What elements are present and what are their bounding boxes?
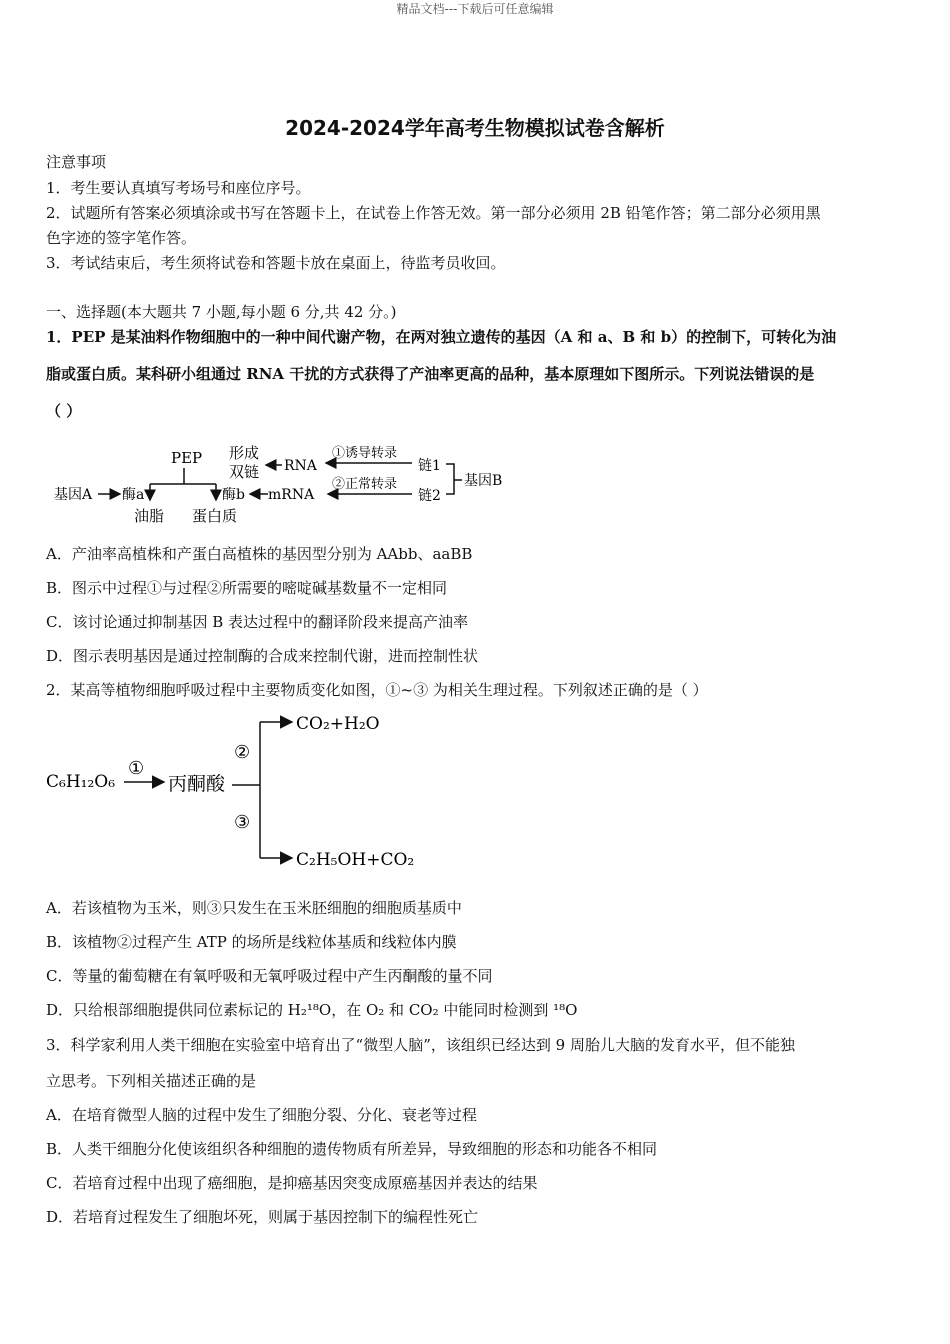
q3-option-b: B．人类干细胞分化使该组织各种细胞的遗传物质有所差异，导致细胞的形态和功能各不相同 (46, 1140, 658, 1158)
q2-option-a: A．若该植物为玉米，则③只发生在玉米胚细胞的细胞质基质中 (46, 899, 462, 917)
gene-a-label: 基因A (54, 487, 93, 503)
form-label: 形成 (229, 444, 260, 462)
oil-label: 油脂 (134, 507, 165, 525)
q1-pathway-diagram (46, 440, 536, 532)
q1-stem: 1．PEP 是某油料作物细胞中的一种中间代谢产物，在两对独立遗传的基因（A 和 a、B 和 b）的控制下，可转化为油 (46, 328, 837, 346)
q3-option-d: D．若培育过程发生了细胞坏死，则属于基因控制下的编程性死亡 (46, 1208, 479, 1226)
q3-option-c: C．若培育过程中出现了癌细胞，是抑癌基因突变成原癌基因并表达的结果 (46, 1174, 538, 1192)
aerobic-product-label: CO₂+H₂O (296, 714, 380, 734)
q1-option-d: D．图示表明基因是通过控制酶的合成来控制代谢，进而控制性状 (46, 647, 479, 665)
pyruvate-label: 丙酮酸 (168, 773, 226, 795)
q3-stem: 3．科学家利用人类干细胞在实验室中培育出了“微型人脑”，该组织已经达到 9 周胎儿大脑的发育水平，但不能独 (46, 1036, 795, 1054)
process-1-label: ①诱导转录 (332, 446, 398, 461)
enzyme-b-label: 酶b (222, 487, 245, 503)
q2-respiration-diagram (46, 708, 426, 874)
q1-stem: 脂或蛋白质。某科研小组通过 RNA 干扰的方式获得了产油率更高的品种，基本原理如下图所示。下列说法错误的是 (46, 365, 815, 383)
step-1-label: ① (128, 758, 145, 779)
notice-item: 1．考生要认真填写考场号和座位序号。 (46, 179, 311, 197)
enzyme-a-label: 酶a (122, 487, 145, 503)
q2-stem: 2．某高等植物细胞呼吸过程中主要物质变化如图，①~③ 为相关生理过程。下列叙述正确的是（ ） (46, 681, 708, 699)
step-3-label: ③ (234, 812, 251, 833)
pep-label: PEP (171, 449, 203, 467)
step-2-label: ② (234, 742, 251, 763)
mrna-label: mRNA (268, 487, 315, 503)
protein-label: 蛋白质 (192, 507, 238, 525)
q2-option-b: B．该植物②过程产生 ATP 的场所是线粒体基质和线粒体内膜 (46, 933, 457, 951)
double-label: 双链 (229, 463, 260, 481)
q3-option-a: A．在培育微型人脑的过程中发生了细胞分裂、分化、衰老等过程 (46, 1106, 477, 1124)
notice-item: 色字迹的签字笔作答。 (46, 229, 197, 247)
notice-heading: 注意事项 (46, 153, 107, 171)
section-heading: 一、选择题(本大题共 7 小题,每小题 6 分,共 42 分。) (46, 303, 397, 321)
chain-2-label: 链2 (418, 488, 441, 504)
page-title: 2024-2024学年高考生物模拟试卷含解析 (285, 116, 665, 140)
rna-label: RNA (284, 458, 317, 474)
notice-item: 2．试题所有答案必须填涂或书写在答题卡上，在试卷上作答无效。第一部分必须用 2B 铅笔作答；第二部分必须用黑 (46, 204, 821, 222)
page-header: 精品文档---下载后可任意编辑 (396, 2, 554, 16)
gene-b-label: 基因B (464, 473, 503, 489)
q2-option-c: C．等量的葡萄糖在有氧呼吸和无氧呼吸过程中产生丙酮酸的量不同 (46, 967, 493, 985)
q1-option-a: A．产油率高植株和产蛋白高植株的基因型分别为 AAbb、aaBB (46, 545, 473, 563)
q1-stem: （ ） (46, 402, 82, 420)
process-2-label: ②正常转录 (332, 477, 398, 492)
chain-1-label: 链1 (418, 458, 441, 474)
glucose-label: C₆H₁₂O₆ (46, 772, 116, 792)
anaerobic-product-label: C₂H₅OH+CO₂ (296, 850, 415, 870)
q2-option-d: D．只给根部细胞提供同位素标记的 H₂¹⁸O，在 O₂ 和 CO₂ 中能同时检测到 ¹⁸O (46, 1001, 578, 1019)
q1-option-b: B．图示中过程①与过程②所需要的嘧啶碱基数量不一定相同 (46, 579, 448, 597)
notice-item: 3．考试结束后，考生须将试卷和答题卡放在桌面上，待监考员收回。 (46, 254, 506, 272)
q1-option-c: C．该讨论通过抑制基因 B 表达过程中的翻译阶段来提高产油率 (46, 613, 469, 631)
q3-stem: 立思考。下列相关描述正确的是 (46, 1072, 257, 1090)
